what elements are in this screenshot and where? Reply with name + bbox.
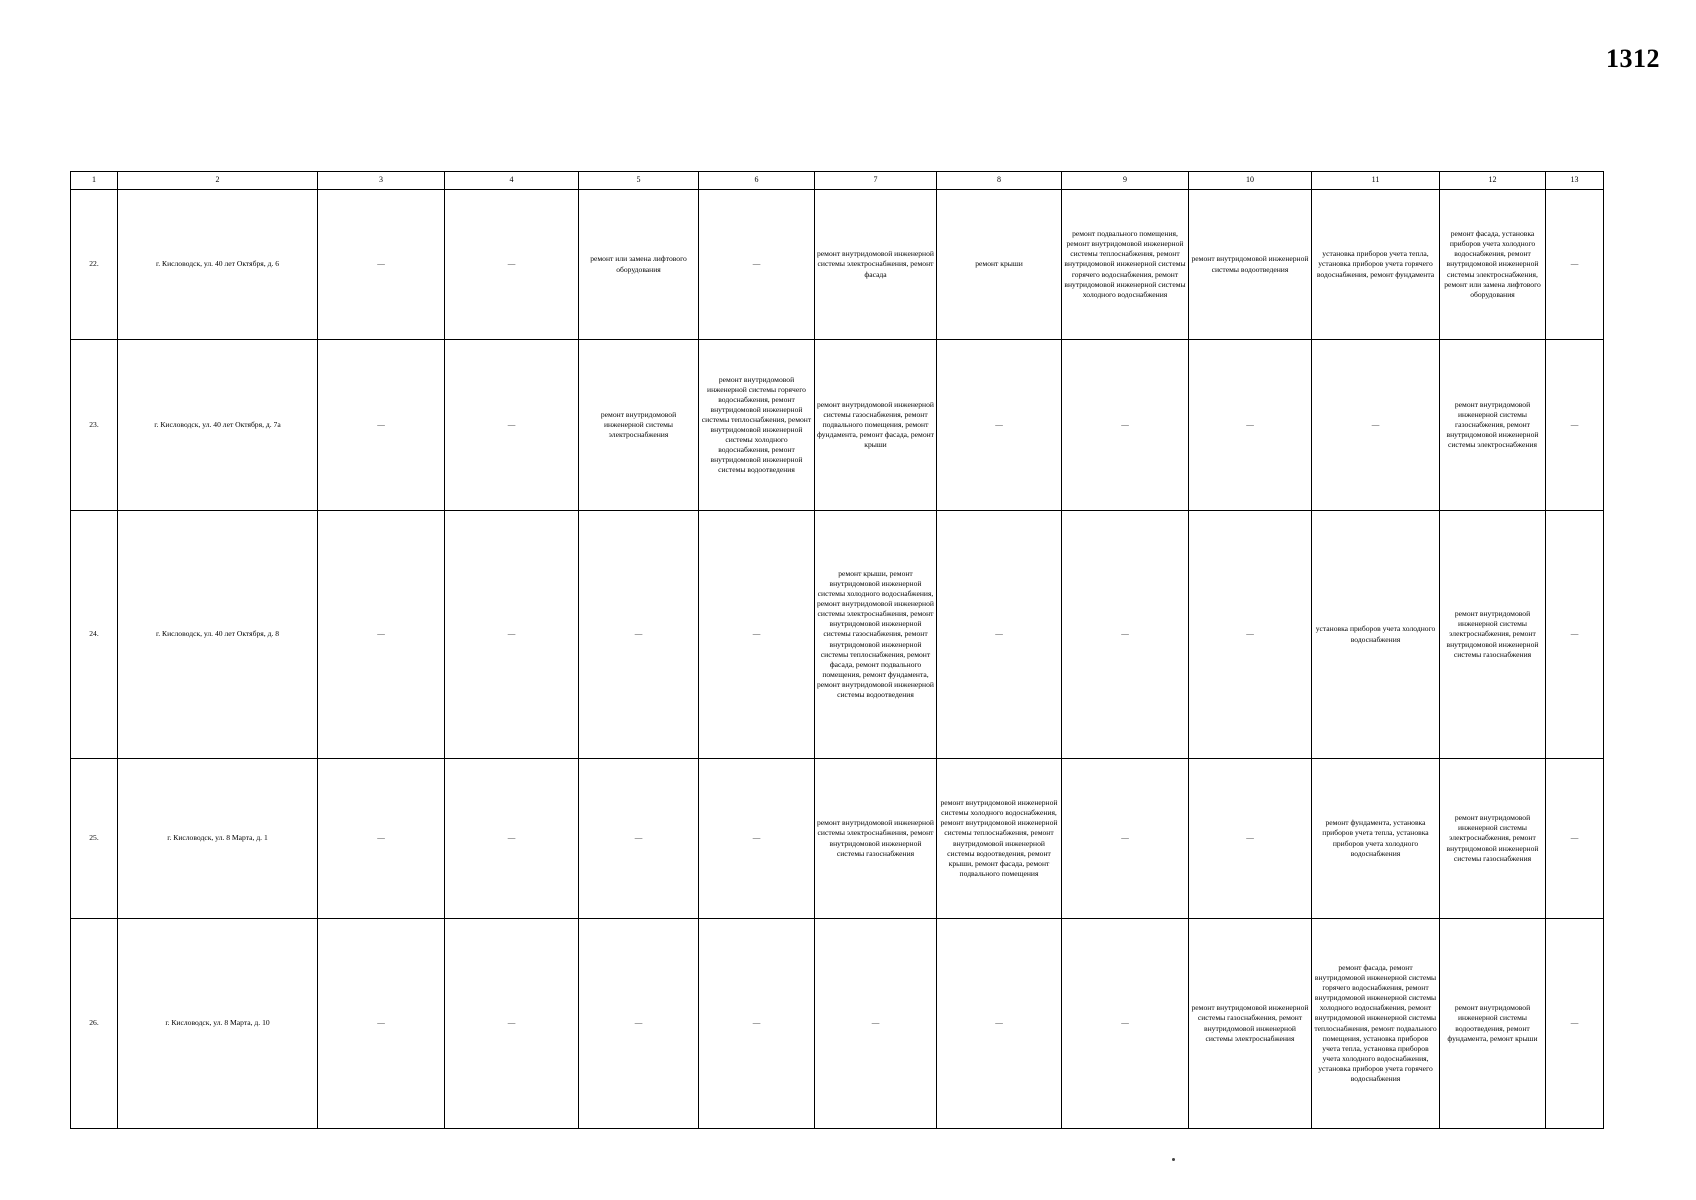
address-cell: г. Кисловодск, ул. 40 лет Октября, д. 8	[118, 511, 318, 759]
table-cell: —	[1546, 759, 1604, 919]
address-cell: г. Кисловодск, ул. 40 лет Октября, д. 7а	[118, 340, 318, 511]
address-cell: г. Кисловодск, ул. 8 Марта, д. 10	[118, 919, 318, 1129]
table-row	[71, 340, 1604, 511]
table-cell: —	[937, 511, 1062, 759]
table-cell: ремонт внутридомовой инженерной системы электроснабжения, ремонт фасада	[815, 190, 937, 340]
table-cell: ремонт внутридомовой инженерной системы водоотведения, ремонт фундамента, ремонт крыши	[1440, 919, 1546, 1129]
table-cell: —	[699, 759, 815, 919]
table-row	[71, 511, 1604, 759]
table-cell: ремонт или замена лифтового оборудования	[579, 190, 699, 340]
row-number: 24.	[71, 511, 118, 759]
address-cell: г. Кисловодск, ул. 8 Марта, д. 1	[118, 759, 318, 919]
table-cell: ремонт внутридомовой инженерной системы газоснабжения, ремонт внутридомовой инженерной системы электроснабжения	[1440, 340, 1546, 511]
repair-schedule-table	[70, 171, 1604, 1129]
table-cell: —	[445, 190, 579, 340]
column-header: 6	[699, 172, 815, 190]
column-header: 7	[815, 172, 937, 190]
column-header: 12	[1440, 172, 1546, 190]
column-header: 1	[71, 172, 118, 190]
table-cell: —	[1189, 759, 1312, 919]
header-row	[71, 172, 1604, 190]
table-cell: —	[445, 511, 579, 759]
table-cell: —	[1062, 919, 1189, 1129]
table-cell: —	[1546, 511, 1604, 759]
column-header: 5	[579, 172, 699, 190]
row-number: 25.	[71, 759, 118, 919]
column-header: 13	[1546, 172, 1604, 190]
table-cell: —	[579, 919, 699, 1129]
table-row	[71, 190, 1604, 340]
table-cell: —	[1312, 340, 1440, 511]
table-cell: —	[1062, 511, 1189, 759]
table-cell: ремонт крыши	[937, 190, 1062, 340]
table-cell: ремонт внутридомовой инженерной системы электроснабжения, ремонт внутридомовой инженерной системы газоснабжения	[815, 759, 937, 919]
table-cell: —	[1189, 511, 1312, 759]
column-header: 9	[1062, 172, 1189, 190]
table-cell: —	[1189, 340, 1312, 511]
table-cell: установка приборов учета холодного водоснабжения	[1312, 511, 1440, 759]
row-number: 22.	[71, 190, 118, 340]
table-cell: ремонт внутридомовой инженерной системы газоснабжения, ремонт подвального помещения, ремонт фундамента, ремонт фасада, ремонт крыши	[815, 340, 937, 511]
table-cell: ремонт внутридомовой инженерной системы холодного водоснабжения, ремонт внутридомовой инженерной системы теплоснабжения, ремонт внутридомовой инженерной системы водоотведения, ремонт крыши, ремонт фасада, ремонт подвального помещения	[937, 759, 1062, 919]
table-cell: —	[318, 511, 445, 759]
table-cell: ремонт внутридомовой инженерной системы водоотведения	[1189, 190, 1312, 340]
table-cell: —	[318, 190, 445, 340]
page-number: 1312	[1606, 44, 1660, 73]
table-cell: ремонт внутридомовой инженерной системы газоснабжения, ремонт внутридомовой инженерной системы электроснабжения	[1189, 919, 1312, 1129]
table-cell: установка приборов учета тепла, установка приборов учета горячего водоснабжения, ремонт фундамента	[1312, 190, 1440, 340]
table-cell: —	[937, 340, 1062, 511]
table-cell: —	[318, 759, 445, 919]
table-cell: —	[937, 919, 1062, 1129]
table-cell: ремонт внутридомовой инженерной системы электроснабжения, ремонт внутридомовой инженерной системы газоснабжения	[1440, 759, 1546, 919]
table-cell: ремонт подвального помещения, ремонт внутридомовой инженерной системы теплоснабжения, ремонт внутридомовой инженерной системы горячего водоснабжения, ремонт внутридомовой инженерной системы холодного водоснабжения	[1062, 190, 1189, 340]
row-number: 26.	[71, 919, 118, 1129]
table-cell: ремонт фасада, установка приборов учета холодного водоснабжения, ремонт внутридомовой инженерной системы электроснабжения, ремонт или замена лифтового оборудования	[1440, 190, 1546, 340]
table-cell: —	[1546, 919, 1604, 1129]
table-cell: —	[699, 919, 815, 1129]
address-cell: г. Кисловодск, ул. 40 лет Октября, д. 6	[118, 190, 318, 340]
table-row	[71, 759, 1604, 919]
table-cell: ремонт фундамента, установка приборов учета тепла, установка приборов учета холодного водоснабжения	[1312, 759, 1440, 919]
table-cell: ремонт внутридомовой инженерной системы электроснабжения, ремонт внутридомовой инженерной системы газоснабжения	[1440, 511, 1546, 759]
table-cell: ремонт фасада, ремонт внутридомовой инженерной системы горячего водоснабжения, ремонт внутридомовой инженерной системы холодного водоснабжения, ремонт внутридомовой инженерной системы теплоснабжения, ремонт подвального помещения, установка приборов учета тепла, установка приборов учета холодного водоснабжения, установка приборов учета горячего водоснабжения	[1312, 919, 1440, 1129]
column-header: 2	[118, 172, 318, 190]
row-number: 23.	[71, 340, 118, 511]
table-cell: —	[1546, 190, 1604, 340]
table-cell: —	[318, 919, 445, 1129]
scan-speck	[1172, 1158, 1175, 1161]
table-cell: —	[1546, 340, 1604, 511]
table-cell: —	[579, 759, 699, 919]
table-cell: —	[699, 511, 815, 759]
table-cell: —	[579, 511, 699, 759]
column-header: 10	[1189, 172, 1312, 190]
table-cell: —	[445, 759, 579, 919]
column-header: 11	[1312, 172, 1440, 190]
column-header: 4	[445, 172, 579, 190]
table-cell: —	[815, 919, 937, 1129]
table-cell: —	[699, 190, 815, 340]
column-header: 3	[318, 172, 445, 190]
table-cell: —	[318, 340, 445, 511]
table-cell: —	[1062, 340, 1189, 511]
table-cell: —	[445, 919, 579, 1129]
table-cell: ремонт внутридомовой инженерной системы горячего водоснабжения, ремонт внутридомовой инженерной системы теплоснабжения, ремонт внутридомовой инженерной системы холодного водоснабжения, ремонт внутридомовой инженерной системы водоотведения	[699, 340, 815, 511]
table-cell: ремонт крыши, ремонт внутридомовой инженерной системы холодного водоснабжения, ремонт внутридомовой инженерной системы электроснабжения, ремонт внутридомовой инженерной системы газоснабжения, ремонт внутридомовой инженерной системы теплоснабжения, ремонт фасада, ремонт подвального помещения, ремонт фундамента, ремонт внутридомовой инженерной системы водоотведения	[815, 511, 937, 759]
table-row	[71, 919, 1604, 1129]
table-cell: —	[1062, 759, 1189, 919]
table-cell: ремонт внутридомовой инженерной системы электроснабжения	[579, 340, 699, 511]
column-header: 8	[937, 172, 1062, 190]
table-cell: —	[445, 340, 579, 511]
